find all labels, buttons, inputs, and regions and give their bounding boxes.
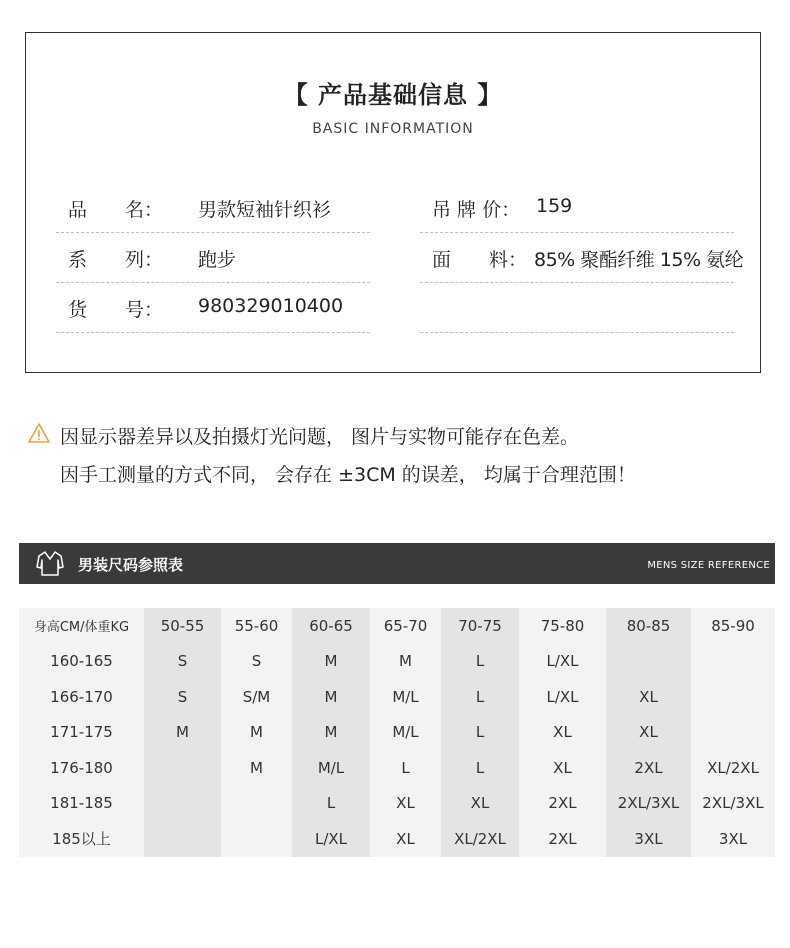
table-row xyxy=(19,750,775,786)
table-header-cell: 85-90 xyxy=(691,608,775,644)
table-cell: 3XL xyxy=(691,821,775,857)
size-table xyxy=(19,608,775,857)
table-cell xyxy=(144,750,221,786)
table-cell xyxy=(691,644,775,680)
table-header-cell: 55-60 xyxy=(221,608,292,644)
table-cell: M xyxy=(221,750,292,786)
table-cell: 2XL/3XL xyxy=(691,786,775,822)
info-title: 【 产品基础信息 】 xyxy=(283,81,503,109)
table-row xyxy=(19,644,775,680)
table-row xyxy=(19,715,775,751)
table-cell xyxy=(144,786,221,822)
warning-triangle-icon xyxy=(28,422,50,444)
size-chart-title: 男装尺码参照表 xyxy=(78,556,184,574)
field-label: 货 号： xyxy=(68,299,164,321)
field-label: 系 列： xyxy=(68,249,164,271)
table-cell: M xyxy=(292,715,370,751)
shirt-icon xyxy=(36,550,64,577)
table-cell: M xyxy=(370,644,441,680)
table-cell: L/XL xyxy=(519,679,606,715)
table-cell: L xyxy=(441,679,519,715)
table-cell: XL xyxy=(606,679,691,715)
table-cell: XL xyxy=(441,786,519,822)
field-material xyxy=(420,233,744,283)
notice-line-1: 因显示器差异以及拍摄灯光问题， 图片与实物可能存在色差。 xyxy=(60,426,580,448)
table-cell: 171-175 xyxy=(19,715,144,751)
table-cell: 2XL xyxy=(519,821,606,857)
size-chart-subtitle: MENS SIZE REFERENCE xyxy=(647,560,770,571)
table-cell: XL xyxy=(606,715,691,751)
field-tag-price xyxy=(420,183,734,233)
info-subtitle: BASIC INFORMATION xyxy=(312,121,474,137)
table-header-cell: 60-65 xyxy=(292,608,370,644)
table-cell: S xyxy=(144,679,221,715)
table-cell: 166-170 xyxy=(19,679,144,715)
field-value: 跑步 xyxy=(198,249,237,271)
table-cell xyxy=(691,715,775,751)
table-header-cell: 身高CM/体重KG xyxy=(19,608,144,644)
table-cell: S xyxy=(221,644,292,680)
table-cell: 3XL xyxy=(606,821,691,857)
table-cell: L xyxy=(370,750,441,786)
table-cell xyxy=(606,644,691,680)
table-cell: M xyxy=(292,644,370,680)
table-cell: L xyxy=(292,786,370,822)
table-cell: XL/2XL xyxy=(691,750,775,786)
table-cell: S xyxy=(144,644,221,680)
table-cell: XL xyxy=(370,786,441,822)
size-chart-header xyxy=(19,543,775,584)
table-cell: M/L xyxy=(370,679,441,715)
field-value: 159 xyxy=(536,195,573,217)
field-value: 男款短袖针织衫 xyxy=(198,199,332,221)
field-empty xyxy=(420,283,734,333)
table-cell: 2XL xyxy=(519,786,606,822)
field-item-number xyxy=(56,283,370,333)
table-cell: L xyxy=(441,750,519,786)
table-cell: L/XL xyxy=(292,821,370,857)
table-cell: M/L xyxy=(370,715,441,751)
table-header-cell: 50-55 xyxy=(144,608,221,644)
table-header-cell: 80-85 xyxy=(606,608,691,644)
table-cell: 176-180 xyxy=(19,750,144,786)
table-cell: M xyxy=(221,715,292,751)
field-series xyxy=(56,233,370,283)
table-cell xyxy=(144,821,221,857)
field-value: 85% 聚酯纤维 15% 氨纶 xyxy=(534,249,744,271)
table-cell: 2XL/3XL xyxy=(606,786,691,822)
field-value: 980329010400 xyxy=(198,295,344,317)
table-cell: M xyxy=(292,679,370,715)
field-label: 吊 牌 价： xyxy=(432,199,521,221)
table-cell: 160-165 xyxy=(19,644,144,680)
table-row xyxy=(19,786,775,822)
table-row xyxy=(19,679,775,715)
field-label: 品 名： xyxy=(68,199,164,221)
table-header-cell: 70-75 xyxy=(441,608,519,644)
table-cell: 2XL xyxy=(606,750,691,786)
table-cell: S/M xyxy=(221,679,292,715)
table-cell: XL xyxy=(519,715,606,751)
table-header-cell: 65-70 xyxy=(370,608,441,644)
table-cell: 185以上 xyxy=(19,821,144,857)
table-cell: XL/2XL xyxy=(441,821,519,857)
table-cell: 181-185 xyxy=(19,786,144,822)
table-row xyxy=(19,821,775,857)
table-header-row xyxy=(19,608,775,644)
table-cell xyxy=(691,679,775,715)
table-cell: XL xyxy=(519,750,606,786)
table-header-cell: 75-80 xyxy=(519,608,606,644)
product-info-panel xyxy=(25,32,761,373)
field-product-name xyxy=(56,183,370,233)
table-cell xyxy=(221,786,292,822)
table-cell: L/XL xyxy=(519,644,606,680)
table-cell xyxy=(221,821,292,857)
table-cell: M/L xyxy=(292,750,370,786)
field-label: 面 料： xyxy=(432,249,528,271)
table-cell: L xyxy=(441,644,519,680)
table-cell: L xyxy=(441,715,519,751)
table-cell: XL xyxy=(370,821,441,857)
notice-line-2: 因手工测量的方式不同， 会存在 ±3CM 的误差， 均属于合理范围！ xyxy=(60,464,636,486)
table-cell: M xyxy=(144,715,221,751)
